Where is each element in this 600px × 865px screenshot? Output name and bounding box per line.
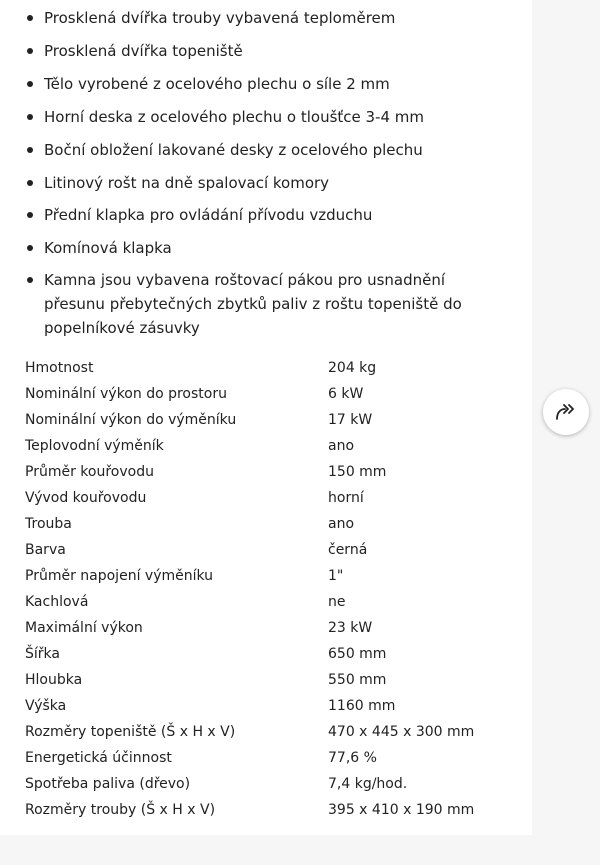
table-row bbox=[0, 407, 532, 433]
table-row bbox=[0, 693, 532, 719]
spec-label: Maximální výkon bbox=[25, 620, 143, 636]
spec-label: Energetická účinnost bbox=[25, 750, 172, 766]
list-item: Tělo vyrobené z ocelového plechu o síle 2 mm bbox=[27, 72, 507, 96]
list-item: Komínová klapka bbox=[27, 236, 507, 260]
bullet-icon bbox=[27, 48, 33, 54]
list-item: Prosklená dvířka topeniště bbox=[27, 39, 507, 63]
spec-value: 6 kW bbox=[328, 386, 364, 402]
spec-label: Rozměry trouby (Š x H x V) bbox=[25, 802, 216, 818]
spec-value: 1" bbox=[328, 568, 344, 584]
table-row bbox=[0, 459, 532, 485]
spec-label: Nominální výkon do výměníku bbox=[25, 412, 237, 428]
spec-value: 1160 mm bbox=[328, 698, 396, 714]
spec-value: 650 mm bbox=[328, 646, 387, 662]
table-row bbox=[0, 719, 532, 745]
table-row bbox=[0, 511, 532, 537]
list-item: Horní deska z ocelového plechu o tloušťce 3-4 mm bbox=[27, 105, 507, 129]
spec-label: Šířka bbox=[25, 646, 60, 662]
spec-value: 17 kW bbox=[328, 412, 373, 428]
double-chevron-right-icon bbox=[554, 400, 578, 424]
spec-label: Barva bbox=[25, 542, 66, 558]
table-row bbox=[0, 745, 532, 771]
bullet-icon bbox=[27, 147, 33, 153]
table-row bbox=[0, 797, 532, 823]
list-item: Litinový rošt na dně spalovací komory bbox=[27, 171, 507, 195]
spec-label: Rozměry topeniště (Š x H x V) bbox=[25, 724, 236, 740]
table-row bbox=[0, 355, 532, 381]
page-bottom-area bbox=[0, 835, 600, 865]
table-row bbox=[0, 589, 532, 615]
spec-value: 470 x 445 x 300 mm bbox=[328, 724, 475, 740]
bullet-icon bbox=[27, 277, 33, 283]
spec-value: ne bbox=[328, 594, 346, 610]
spec-label: Průměr kouřovodu bbox=[25, 464, 154, 480]
spec-value: 550 mm bbox=[328, 672, 387, 688]
spec-label: Kachlová bbox=[25, 594, 89, 610]
table-row bbox=[0, 771, 532, 797]
bullet-icon bbox=[27, 81, 33, 87]
spec-value: ano bbox=[328, 438, 355, 454]
spec-value: 7,4 kg/hod. bbox=[328, 776, 408, 792]
spec-value: 204 kg bbox=[328, 360, 377, 376]
spec-label: Výška bbox=[25, 698, 67, 714]
spec-value: 23 kW bbox=[328, 620, 373, 636]
bullet-icon bbox=[27, 245, 33, 251]
spec-label: Nominální výkon do prostoru bbox=[25, 386, 227, 402]
spec-value: 150 mm bbox=[328, 464, 387, 480]
spec-label: Spotřeba paliva (dřevo) bbox=[25, 776, 191, 792]
spec-label: Teplovodní výměník bbox=[25, 438, 164, 454]
list-item: Přední klapka pro ovládání přívodu vzduchu bbox=[27, 203, 507, 227]
list-item: Prosklená dvířka trouby vybavená teploměrem bbox=[27, 6, 507, 30]
table-row bbox=[0, 615, 532, 641]
spec-value: 77,6 % bbox=[328, 750, 377, 766]
table-row bbox=[0, 537, 532, 563]
spec-label: Trouba bbox=[25, 516, 72, 532]
table-row bbox=[0, 563, 532, 589]
list-item: Boční obložení lakované desky z ocelového plechu bbox=[27, 138, 507, 162]
spec-value: 395 x 410 x 190 mm bbox=[328, 802, 475, 818]
bullet-icon bbox=[27, 180, 33, 186]
table-row bbox=[0, 667, 532, 693]
bullet-icon bbox=[27, 114, 33, 120]
share-forward-button[interactable] bbox=[543, 389, 589, 435]
spec-value: horní bbox=[328, 490, 364, 506]
spec-label: Vývod kouřovodu bbox=[25, 490, 147, 506]
table-row bbox=[0, 433, 532, 459]
table-row bbox=[0, 381, 532, 407]
table-row bbox=[0, 641, 532, 667]
bullet-icon bbox=[27, 212, 33, 218]
spec-label: Průměr napojení výměníku bbox=[25, 568, 214, 584]
spec-value: ano bbox=[328, 516, 355, 532]
bullet-icon bbox=[27, 15, 33, 21]
spec-label: Hloubka bbox=[25, 672, 83, 688]
table-row bbox=[0, 485, 532, 511]
list-item: Kamna jsou vybavena roštovací pákou pro usnadnění přesunu přebytečných zbytků paliv z roštu topeniště do popelníkové zásuvky bbox=[27, 268, 507, 340]
spec-label: Hmotnost bbox=[25, 360, 94, 376]
spec-value: černá bbox=[328, 542, 368, 558]
